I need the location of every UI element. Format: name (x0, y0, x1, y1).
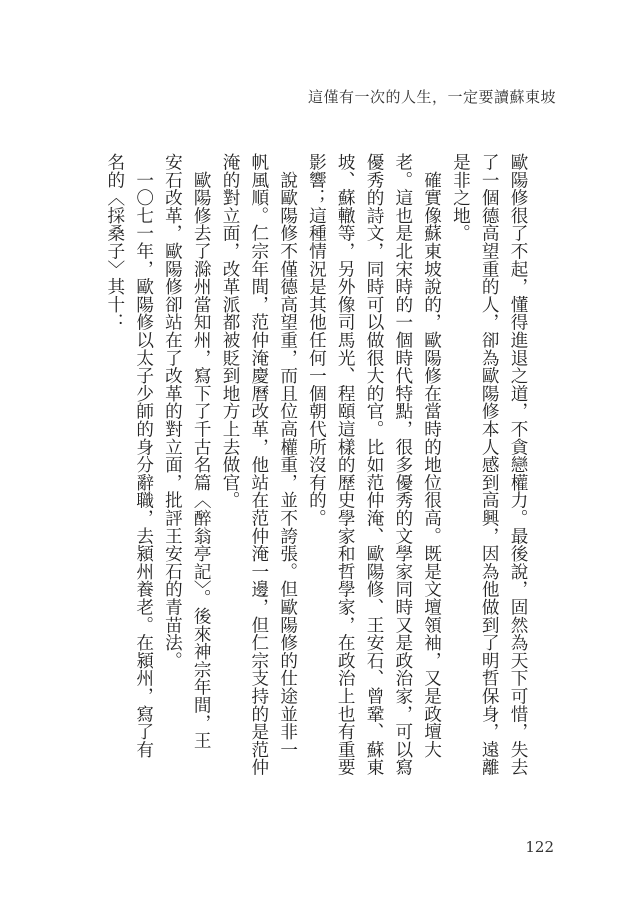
text-column: 安石改革，歐陽修卻站在了改革的對立面，批評王安石的青苗法。 (162, 153, 183, 670)
text-column: 淹的對立面，改革派都被貶到地方上去做官。 (220, 153, 241, 509)
text-column: 歐陽修去了滁州當知州，寫下了千古名篇〈醉翁亭記〉。後來神宗年間，王 (191, 153, 212, 750)
text-column: 是非之地。 (450, 153, 471, 242)
text-column: 影響；這種情況是其他任何一個朝代所沒有的。 (306, 153, 327, 527)
text-column: 歐陽修很了不起，懂得進退之道，不貪戀權力。最後說，固然為天下可惜，失去 (508, 153, 528, 776)
text-column: 坡、蘇轍等，另外像司馬光、程頤這樣的歷史學家和哲學家，在政治上也有重要 (335, 153, 356, 776)
running-header: 這僅有一次的人生，一定要讀蘇東坡 (307, 88, 556, 106)
text-column: 確實像蘇東坡說的，歐陽修在當時的地位很高。既是文壇領袖，又是政壇大 (421, 153, 442, 759)
text-column: 說歐陽修不僅德高望重，而且位高權重，並不誇張。但歐陽修的仕途並非一 (277, 153, 298, 759)
text-column: 老。這也是北宋時的一個時代特點，很多優秀的文學家同時又是政治家，可以寫 (392, 153, 413, 776)
vertical-body-text (100, 153, 532, 803)
text-column: 優秀的詩文，同時可以做很大的官。比如范仲淹、歐陽修、王安石、曾鞏、蘇東 (364, 153, 385, 776)
text-column: 一〇七一年，歐陽修以太子少師的身分辭職，去潁州養老。在潁州，寫了有 (133, 153, 154, 759)
text-column: 了一個德高望重的人，卻為歐陽修本人感到高興，因為他做到了明哲保身，遠離 (479, 153, 500, 776)
text-column: 名的〈採桑子〉其十： (104, 153, 125, 331)
page-number: 122 (525, 838, 554, 856)
text-column: 帆風順。仁宗年間，范仲淹慶曆改革，他站在范仲淹一邊，但仁宗支持的是范仲 (248, 153, 269, 776)
